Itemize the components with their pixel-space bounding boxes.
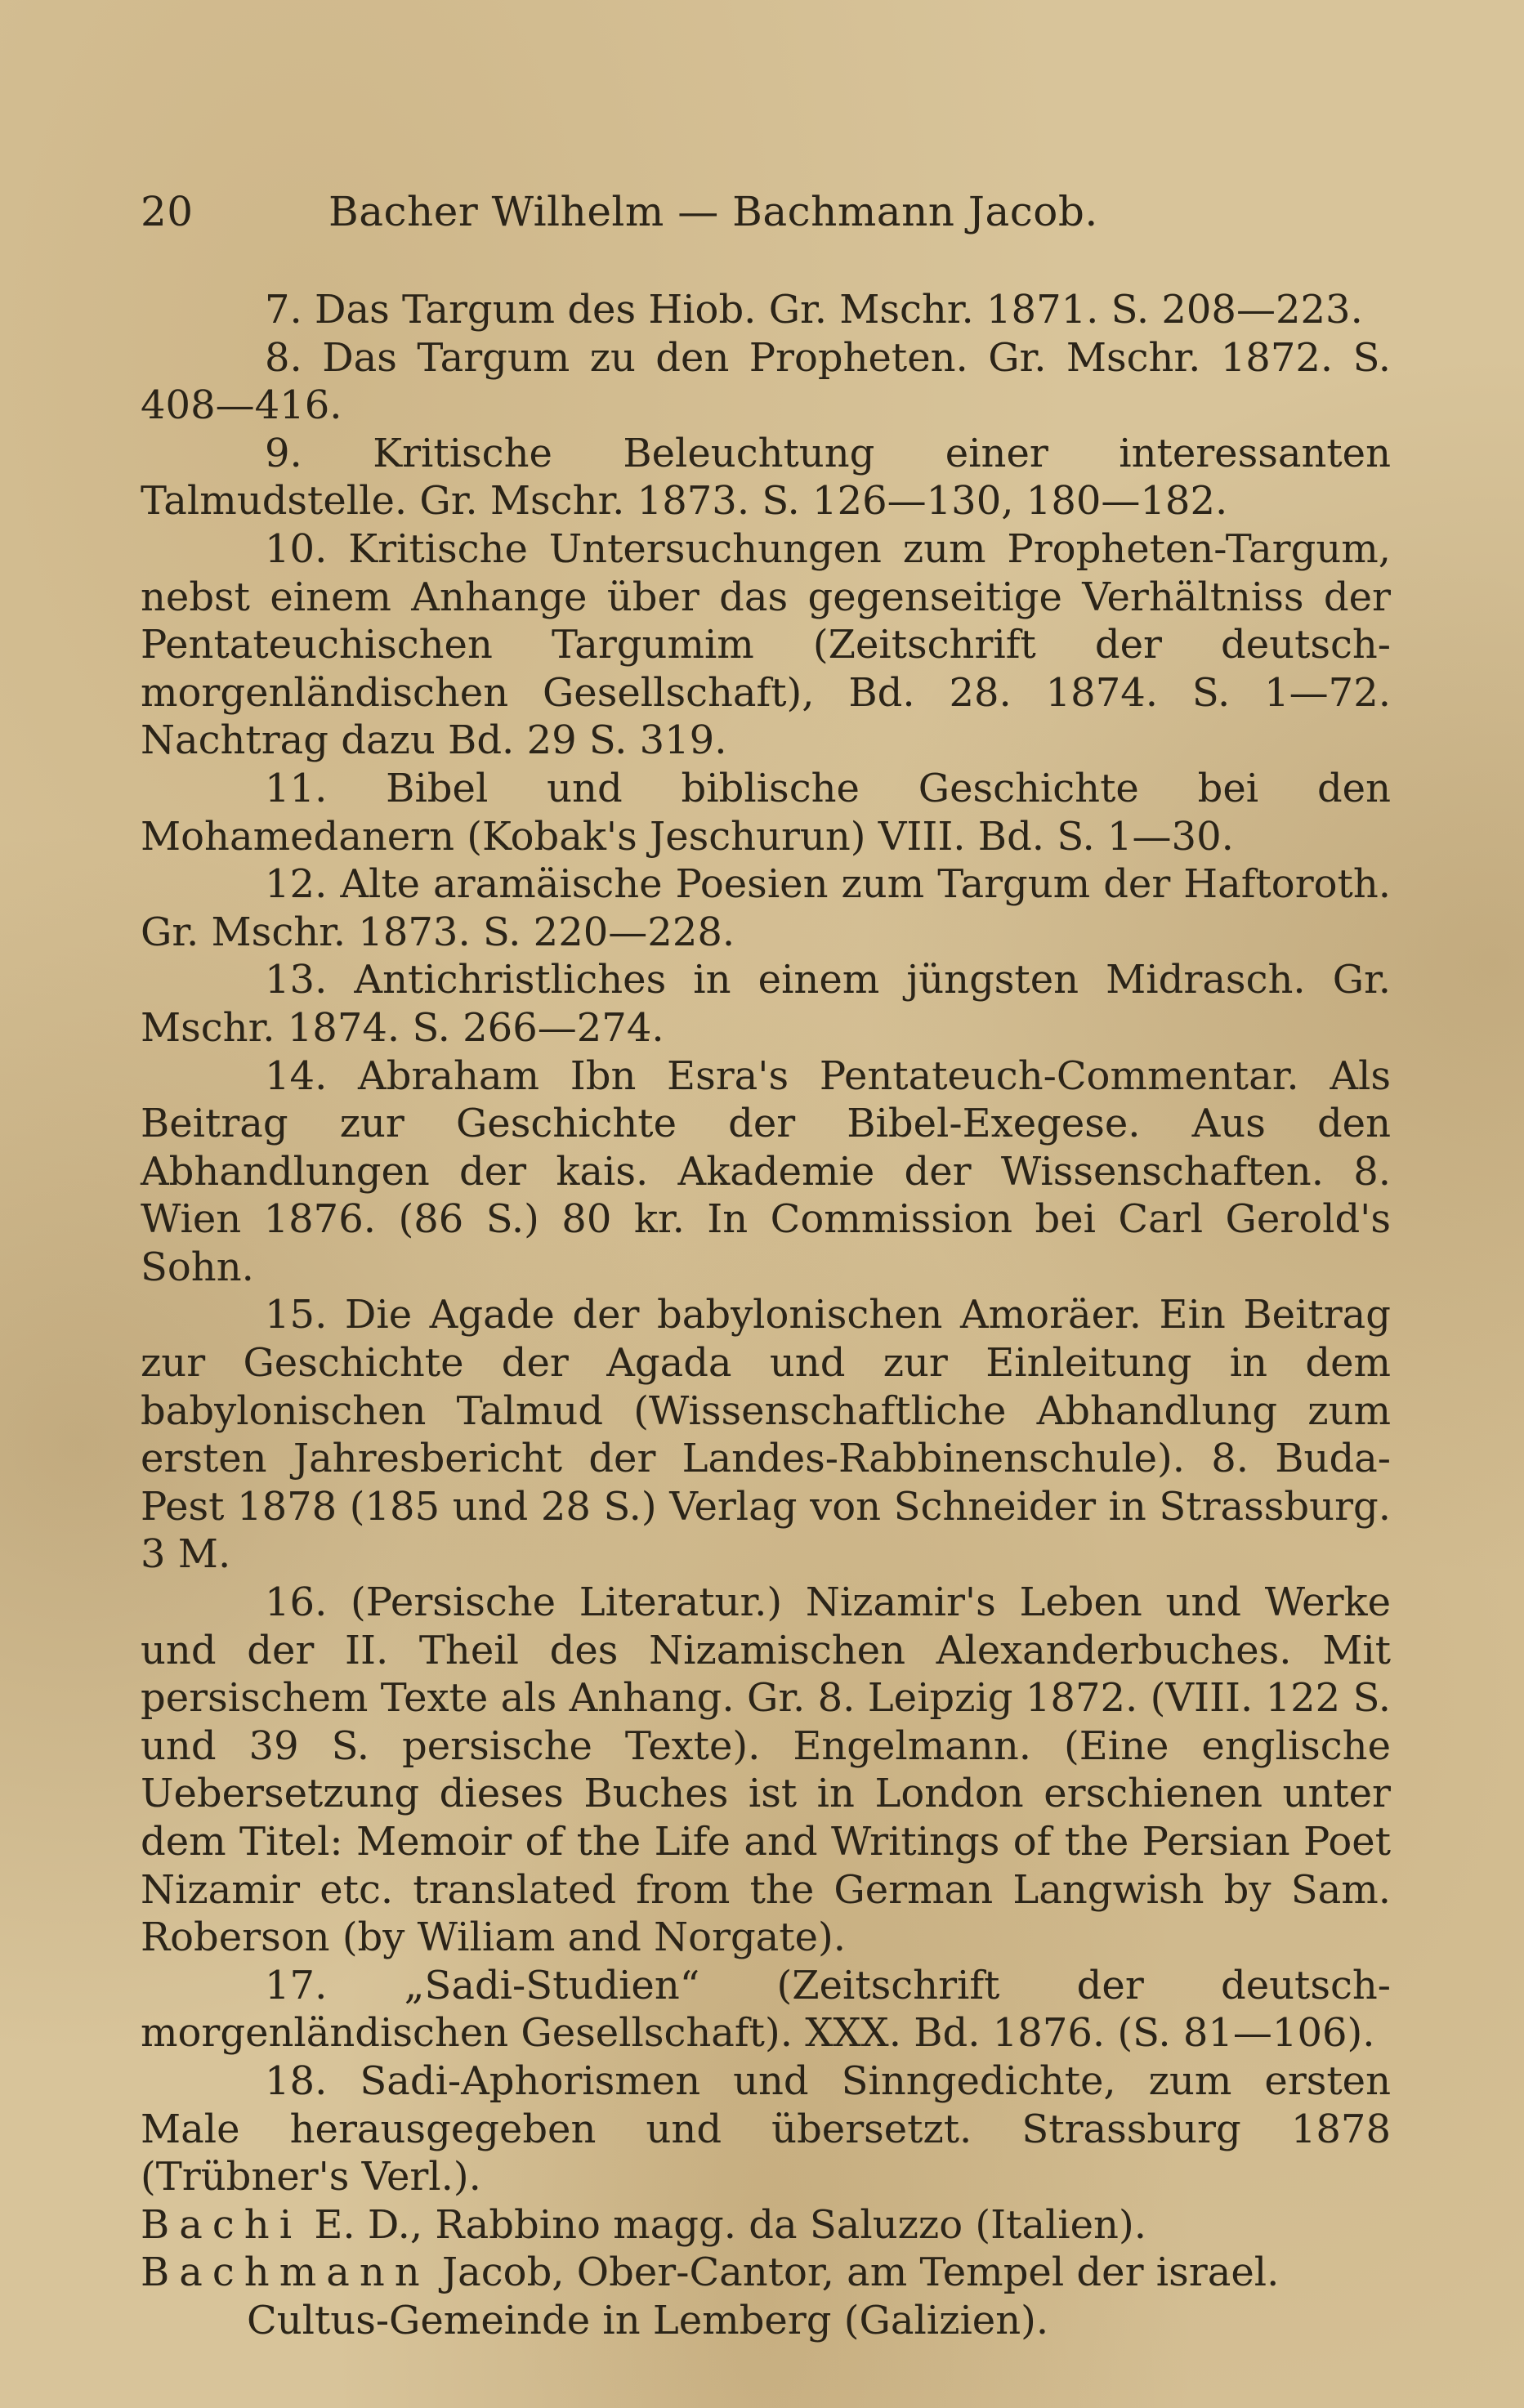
bibliography-entry-18: 18. Sadi-Aphorismen und Sinngedichte, zum ersten Male herausgegeben und übersetzt. Strassburg 1878 (Trübner's Verl.). — [141, 2057, 1391, 2200]
author-details: E. D., Rabbino magg. da Saluzzo (Italien). — [314, 2201, 1146, 2248]
author-name: Bachmann — [141, 2249, 430, 2296]
bibliography-entry-12: 12. Alte aramäische Poesien zum Targum der Haftoroth. Gr. Mschr. 1873. S. 220—228. — [141, 861, 1391, 955]
bibliography-entry-13: 13. Antichristliches in einem jüngsten Midrasch. Gr. Mschr. 1874. S. 266—274. — [141, 957, 1391, 1051]
author-details: Jacob, Ober-Cantor, am Tempel der israel. — [441, 2249, 1280, 2296]
bibliography-entry-15: 15. Die Agade der babylonischen Amoräer. Ein Beitrag zur Geschichte der Agada und zur Einleitung in dem babylonischen Talmud (Wissenschaftliche Abhandlung zum ersten Jahresbericht der Landes-Rabbinenschule). 8. Buda-Pest 1878 (185 und 28 S.) Verlag von Schneider in Strassburg. 3 M. — [141, 1292, 1391, 1578]
bibliography-entry-8: 8. Das Targum zu den Propheten. Gr. Mschr. 1872. S. 408—416. — [141, 334, 1391, 429]
page-header — [141, 188, 1391, 245]
bibliography-list — [141, 286, 1391, 2345]
author-details-continuation: Cultus-Gemeinde in Lemberg (Galizien). — [247, 2297, 1049, 2343]
running-head: Bacher Wilhelm — Bachmann Jacob. — [328, 188, 1098, 235]
author-entry-bachi — [141, 2201, 1391, 2249]
bibliography-entry-17: 17. „Sadi-Studien“ (Zeitschrift der deutsch-morgenländischen Gesellschaft). XXX. Bd. 1876. (S. 81—106). — [141, 1962, 1391, 2057]
bibliography-entry-14: 14. Abraham Ibn Esra's Pentateuch-Commentar. Als Beitrag zur Geschichte der Bibel-Exegese. Aus den Abhandlungen der kais. Akademie der Wissenschaften. 8. Wien 1876. (86 S.) 80 kr. In Commission bei Carl Gerold's Sohn. — [141, 1052, 1391, 1290]
author-name: Bachi — [141, 2201, 302, 2248]
bibliography-entry-7: 7. Das Targum des Hiob. Gr. Mschr. 1871. S. 208—223. — [265, 287, 1363, 333]
page-number: 20 — [141, 188, 194, 235]
book-page — [141, 188, 1391, 2345]
bibliography-entry-16: 16. (Persische Literatur.) Nizamir's Leben und Werke und der II. Theil des Nizamischen Alexanderbuches. Mit persischem Texte als Anhang. Gr. 8. Leipzig 1872. (VIII. 122 S. und 39 S. persische Texte). Engelmann. (Eine englische Uebersetzung dieses Buches ist in London erschienen unter dem Titel: Memoir of the Life and Writings of the Persian Poet Nizamir etc. translated from the German Langwish by Sam. Roberson (by Wiliam and Norgate). — [141, 1579, 1391, 1961]
author-entry-bachmann — [141, 2249, 1391, 2344]
bibliography-entry-10: 10. Kritische Untersuchungen zum Propheten-Targum, nebst einem Anhange über das gegenseitige Verhältniss der Pentateuchischen Targumim (Zeitschrift der deutsch-morgenländischen Gesellschaft), Bd. 28. 1874. S. 1—72. Nachtrag dazu Bd. 29 S. 319. — [141, 525, 1391, 764]
bibliography-entry-11: 11. Bibel und biblische Geschichte bei den Mohamedanern (Kobak's Jeschurun) VIII. Bd. S. 1—30. — [141, 765, 1391, 860]
bibliography-entry-9: 9. Kritische Beleuchtung einer interessanten Talmudstelle. Gr. Mschr. 1873. S. 126—130, 180—182. — [141, 430, 1391, 525]
